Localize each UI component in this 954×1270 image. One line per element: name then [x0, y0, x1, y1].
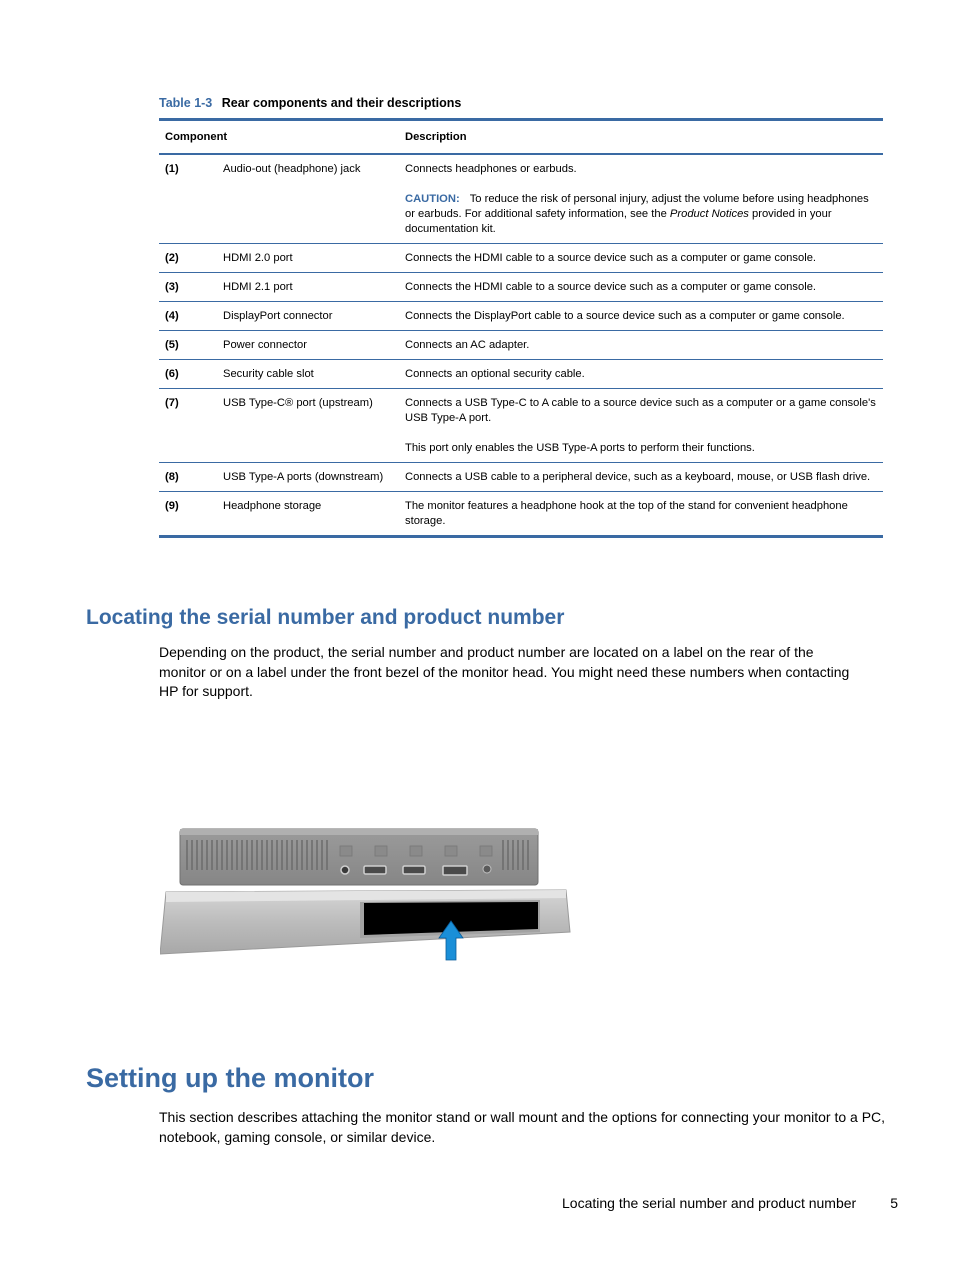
table-header-row [159, 120, 883, 155]
row-number: (5) [159, 331, 217, 360]
row-number: (4) [159, 302, 217, 331]
row-description: Connects the HDMI cable to a source device such as a computer or game console. [399, 273, 883, 302]
table-row [159, 492, 883, 537]
table-row [159, 273, 883, 302]
housing-top-edge [180, 829, 538, 835]
row-description: The monitor features a headphone hook at the top of the stand for convenient headphone storage. [405, 500, 848, 527]
row-number: (9) [165, 500, 179, 512]
serial-label-illustration [160, 826, 574, 966]
caution-note [405, 192, 877, 237]
row-component: Headphone storage [223, 500, 322, 512]
table-row [159, 389, 883, 463]
row-description: Connects the HDMI cable to a source device such as a computer or game console. [399, 244, 883, 273]
caution-text-end: provided in your documentation kit. [405, 208, 832, 235]
chapter-heading: Setting up the monitor [86, 1063, 374, 1093]
rear-housing [180, 829, 538, 885]
row-description: Connects an optional security cable. [399, 360, 883, 389]
table-row [159, 302, 883, 331]
components-table [159, 118, 883, 538]
row-description-cell [399, 389, 883, 463]
row-component: HDMI 2.1 port [217, 273, 399, 302]
row-description: Connects the DisplayPort cable to a source device such as a computer or game console. [399, 302, 883, 331]
section-heading: Locating the serial number and product number [86, 606, 565, 629]
header-description: Description [399, 120, 883, 155]
row-number: (6) [159, 360, 217, 389]
row-component: Security cable slot [217, 360, 399, 389]
port-marker [375, 846, 387, 856]
table-row [159, 154, 883, 244]
hdmi-port-icon [403, 866, 425, 874]
port-marker [410, 846, 422, 856]
caution-text: To reduce the risk of personal injury, adjust the volume before using headphones or earbuds. For additional safety information, see the [405, 193, 869, 220]
monitor-rear-drawing [160, 826, 574, 966]
table-row [159, 331, 883, 360]
row-number: (2) [159, 244, 217, 273]
audio-jack-icon [341, 866, 349, 874]
port-marker [445, 846, 457, 856]
page-number: 5 [890, 1195, 898, 1211]
port-marker [340, 846, 352, 856]
row-description-cell [399, 154, 883, 244]
row-component: USB Type-C® port (upstream) [217, 389, 399, 463]
row-number: (1) [159, 154, 217, 244]
table-title: Rear components and their descriptions [221, 96, 462, 110]
table-caption [159, 96, 461, 110]
hdmi-port-icon [364, 866, 386, 874]
page-footer [470, 1195, 898, 1211]
row-number: (3) [159, 273, 217, 302]
row-description: Connects an AC adapter. [399, 331, 883, 360]
caution-emphasis: Product Notices [669, 208, 749, 220]
header-component: Component [159, 120, 399, 155]
power-connector-icon [483, 865, 491, 873]
row-number: (7) [159, 389, 217, 463]
caution-label: CAUTION: [405, 193, 460, 205]
row-description: Connects headphones or earbuds. [405, 163, 577, 175]
displayport-icon [443, 866, 467, 875]
row-description: Connects a USB cable to a peripheral device, such as a keyboard, mouse, or USB flash drive. [399, 463, 883, 492]
row-description-note: This port only enables the USB Type-A ports to perform their functions. [405, 442, 755, 454]
table-number: Table 1-3 [159, 96, 213, 110]
chapter-body: This section describes attaching the monitor stand or wall mount and the options for connecting your monitor to a PC, notebook, gaming console, or similar device. [159, 1109, 886, 1145]
table-row [159, 360, 883, 389]
row-description: Connects a USB Type-C to A cable to a source device such as a computer or a game console's USB Type-A port. [405, 397, 876, 424]
row-number: (8) [159, 463, 217, 492]
row-component: USB Type-A ports (downstream) [217, 463, 399, 492]
table-row [159, 463, 883, 492]
row-component: HDMI 2.0 port [217, 244, 399, 273]
row-component: Audio-out (headphone) jack [217, 154, 399, 244]
port-marker [480, 846, 492, 856]
table-row [159, 244, 883, 273]
row-component: DisplayPort connector [217, 302, 399, 331]
section-body: Depending on the product, the serial number and product number are located on a label on the rear of the monitor or on a label under the front bezel of the monitor head. You might need these numbers when contacting HP for support. [159, 644, 850, 699]
footer-section-title: Locating the serial number and product number [562, 1195, 857, 1211]
row-component: Power connector [217, 331, 399, 360]
